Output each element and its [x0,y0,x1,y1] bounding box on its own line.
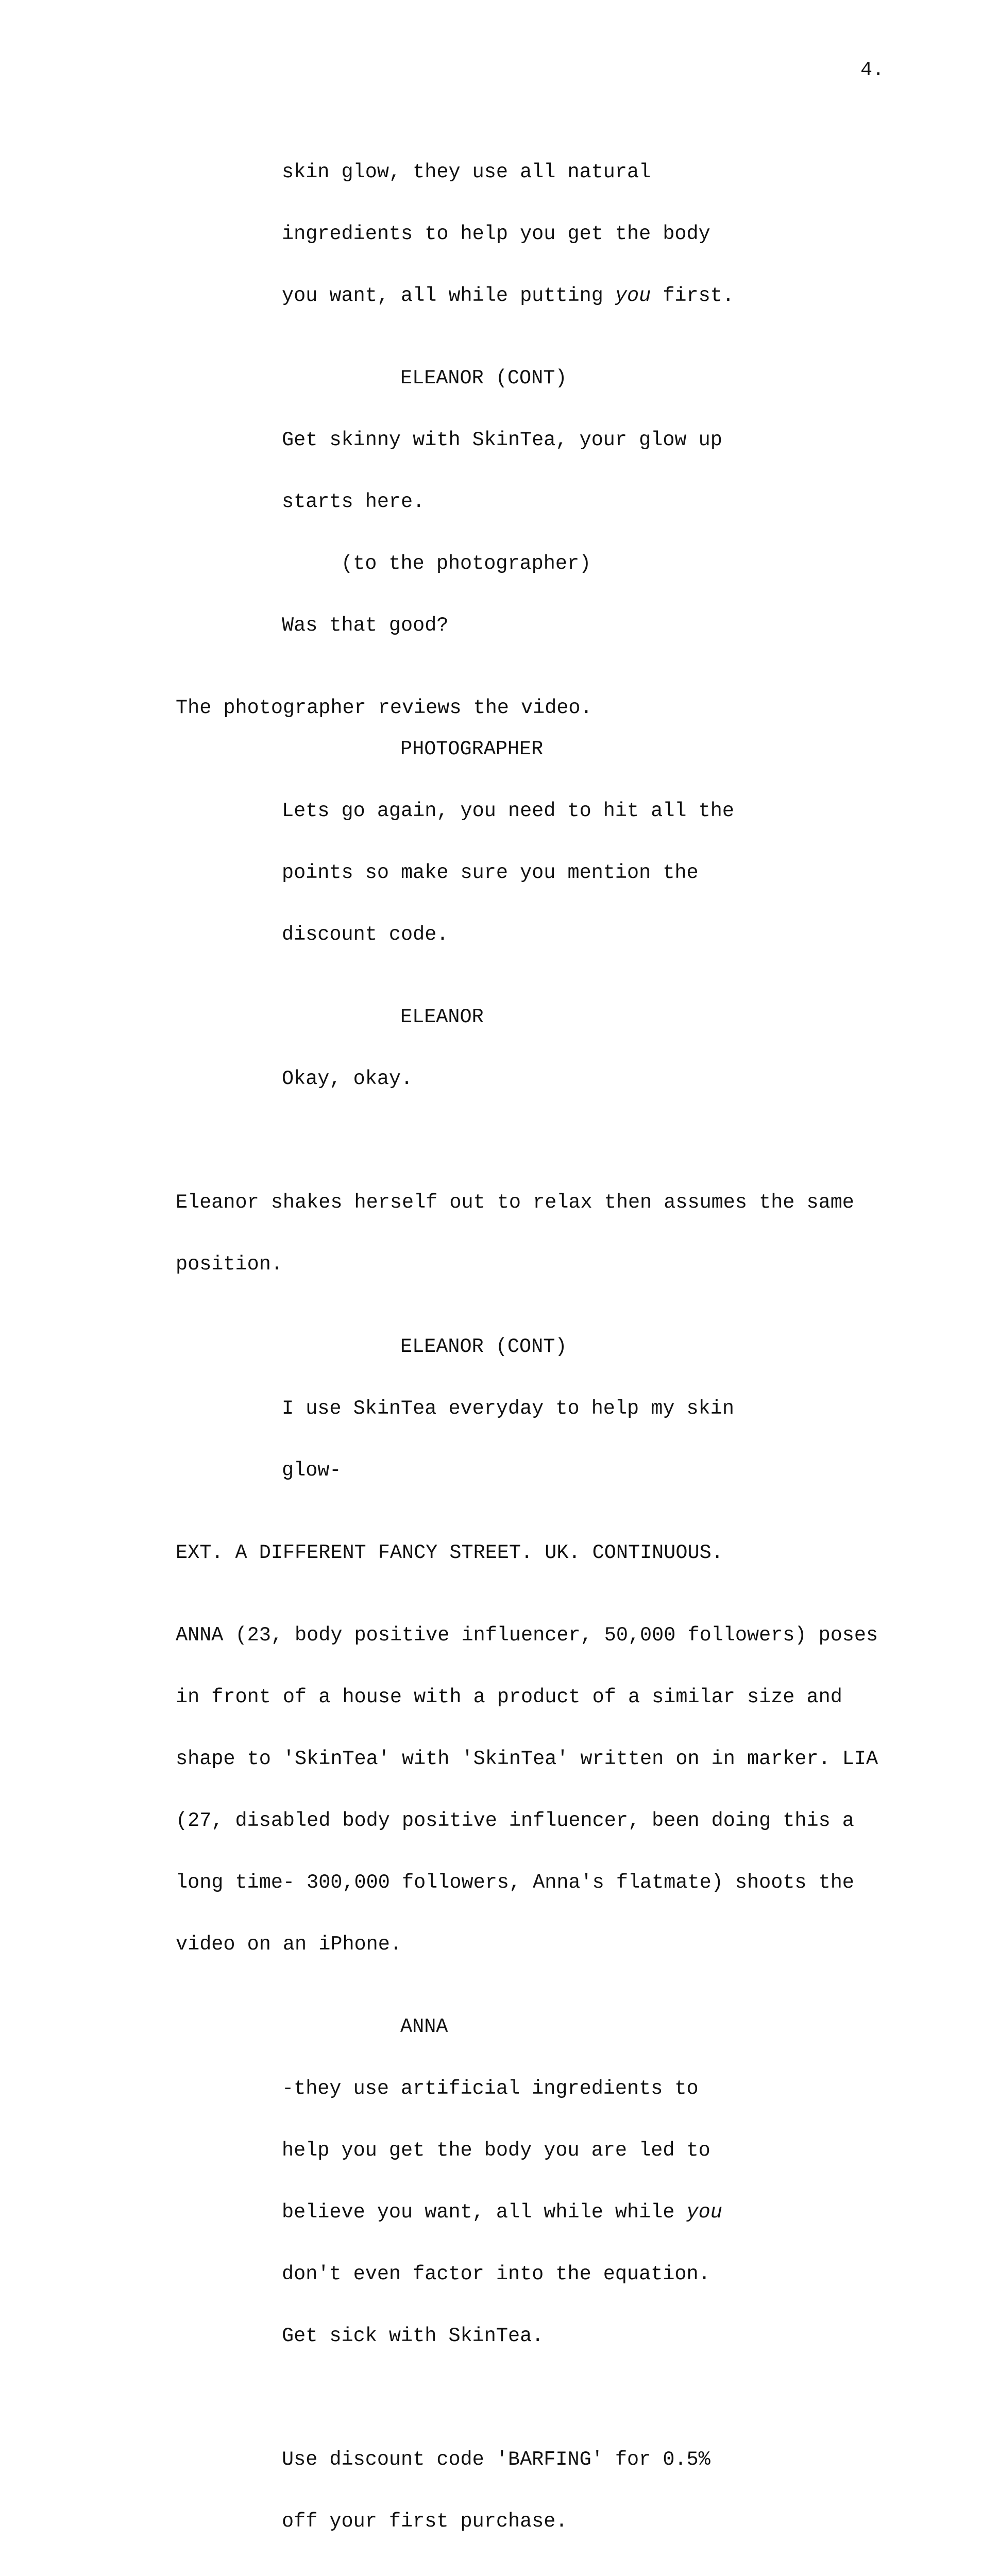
page-number: 4. [860,59,885,81]
dialogue-line: -they use artificial ingredients to [282,2077,699,2100]
dialogue-block [282,2037,897,2387]
dialogue-line: skin glow, they use all natural [282,161,651,183]
dialogue-line: Okay, okay. [282,1067,413,1090]
action-line: Eleanor shakes herself out to relax then assumes the same [176,1191,854,1214]
character-cue: ELEANOR (CONT) [400,1335,567,1358]
dialogue-line: points so make sure you mention the [282,861,699,884]
dialogue-block [282,388,897,553]
dialogue-line: glow- [282,1459,342,1482]
dialogue-line [282,285,897,306]
dialogue-line: Use discount code 'BARFING' for 0.5% [282,2448,710,2471]
dialogue-emphasis: you [686,2201,722,2224]
dialogue-block [282,759,897,986]
dialogue-block [282,1357,897,1522]
action-line: long time- 300,000 followers, Anna's flatmate) shoots the [176,1871,854,1894]
action-line: position. [176,1253,283,1276]
dialogue-text: believe you want, all while while [282,2201,687,2224]
character-cue: ELEANOR [400,1006,484,1028]
dialogue-line: Get skinny with SkinTea, your glow up [282,429,722,451]
action-block [176,1584,897,1996]
character-cue: ELEANOR (CONT) [400,367,567,389]
script-content [176,121,897,2576]
action-line: video on an iPhone. [176,1933,402,1956]
dialogue-line: help you get the body you are led to [282,2139,710,2162]
action-line: shape to 'SkinTea' with 'SkinTea' written on in marker. LIA [176,1748,878,1770]
character-cue: PHOTOGRAPHER [400,738,544,760]
dialogue-line: Lets go again, you need to hit all the [282,800,734,822]
dialogue-line: starts here. [282,490,425,513]
dialogue-line: off your first purchase. [282,2510,568,2533]
dialogue-emphasis: you [615,284,651,307]
dialogue-line [282,2202,897,2223]
dialogue-text: you want, all while putting [282,284,615,307]
character-cue: ANNA [400,2015,448,2038]
parenthetical: (to the photographer) [341,552,591,575]
dialogue-block [282,121,897,347]
dialogue-line: don't even factor into the equation. [282,2263,710,2285]
action-line: in front of a house with a product of a similar size and [176,1686,842,1708]
dialogue-line: I use SkinTea everyday to help my skin [282,1397,734,1420]
dialogue-line: discount code. [282,923,449,946]
dialogue-line: Get sick with SkinTea. [282,2325,544,2347]
dialogue-block [282,1027,897,1130]
dialogue-block [282,2408,897,2573]
dialogue-line: ingredients to help you get the body [282,223,710,245]
action-block [176,1151,897,1316]
dialogue-block [282,574,897,677]
action-line: ANNA (23, body positive influencer, 50,000 followers) poses [176,1624,878,1647]
action-line: (27, disabled body positive influencer, been doing this a [176,1809,854,1832]
dialogue-text: first. [651,284,734,307]
action-line: The photographer reviews the video. [176,697,592,719]
scene-heading: EXT. A DIFFERENT FANCY STREET. UK. CONTINUOUS. [176,1541,723,1564]
dialogue-line: Was that good? [282,614,449,637]
